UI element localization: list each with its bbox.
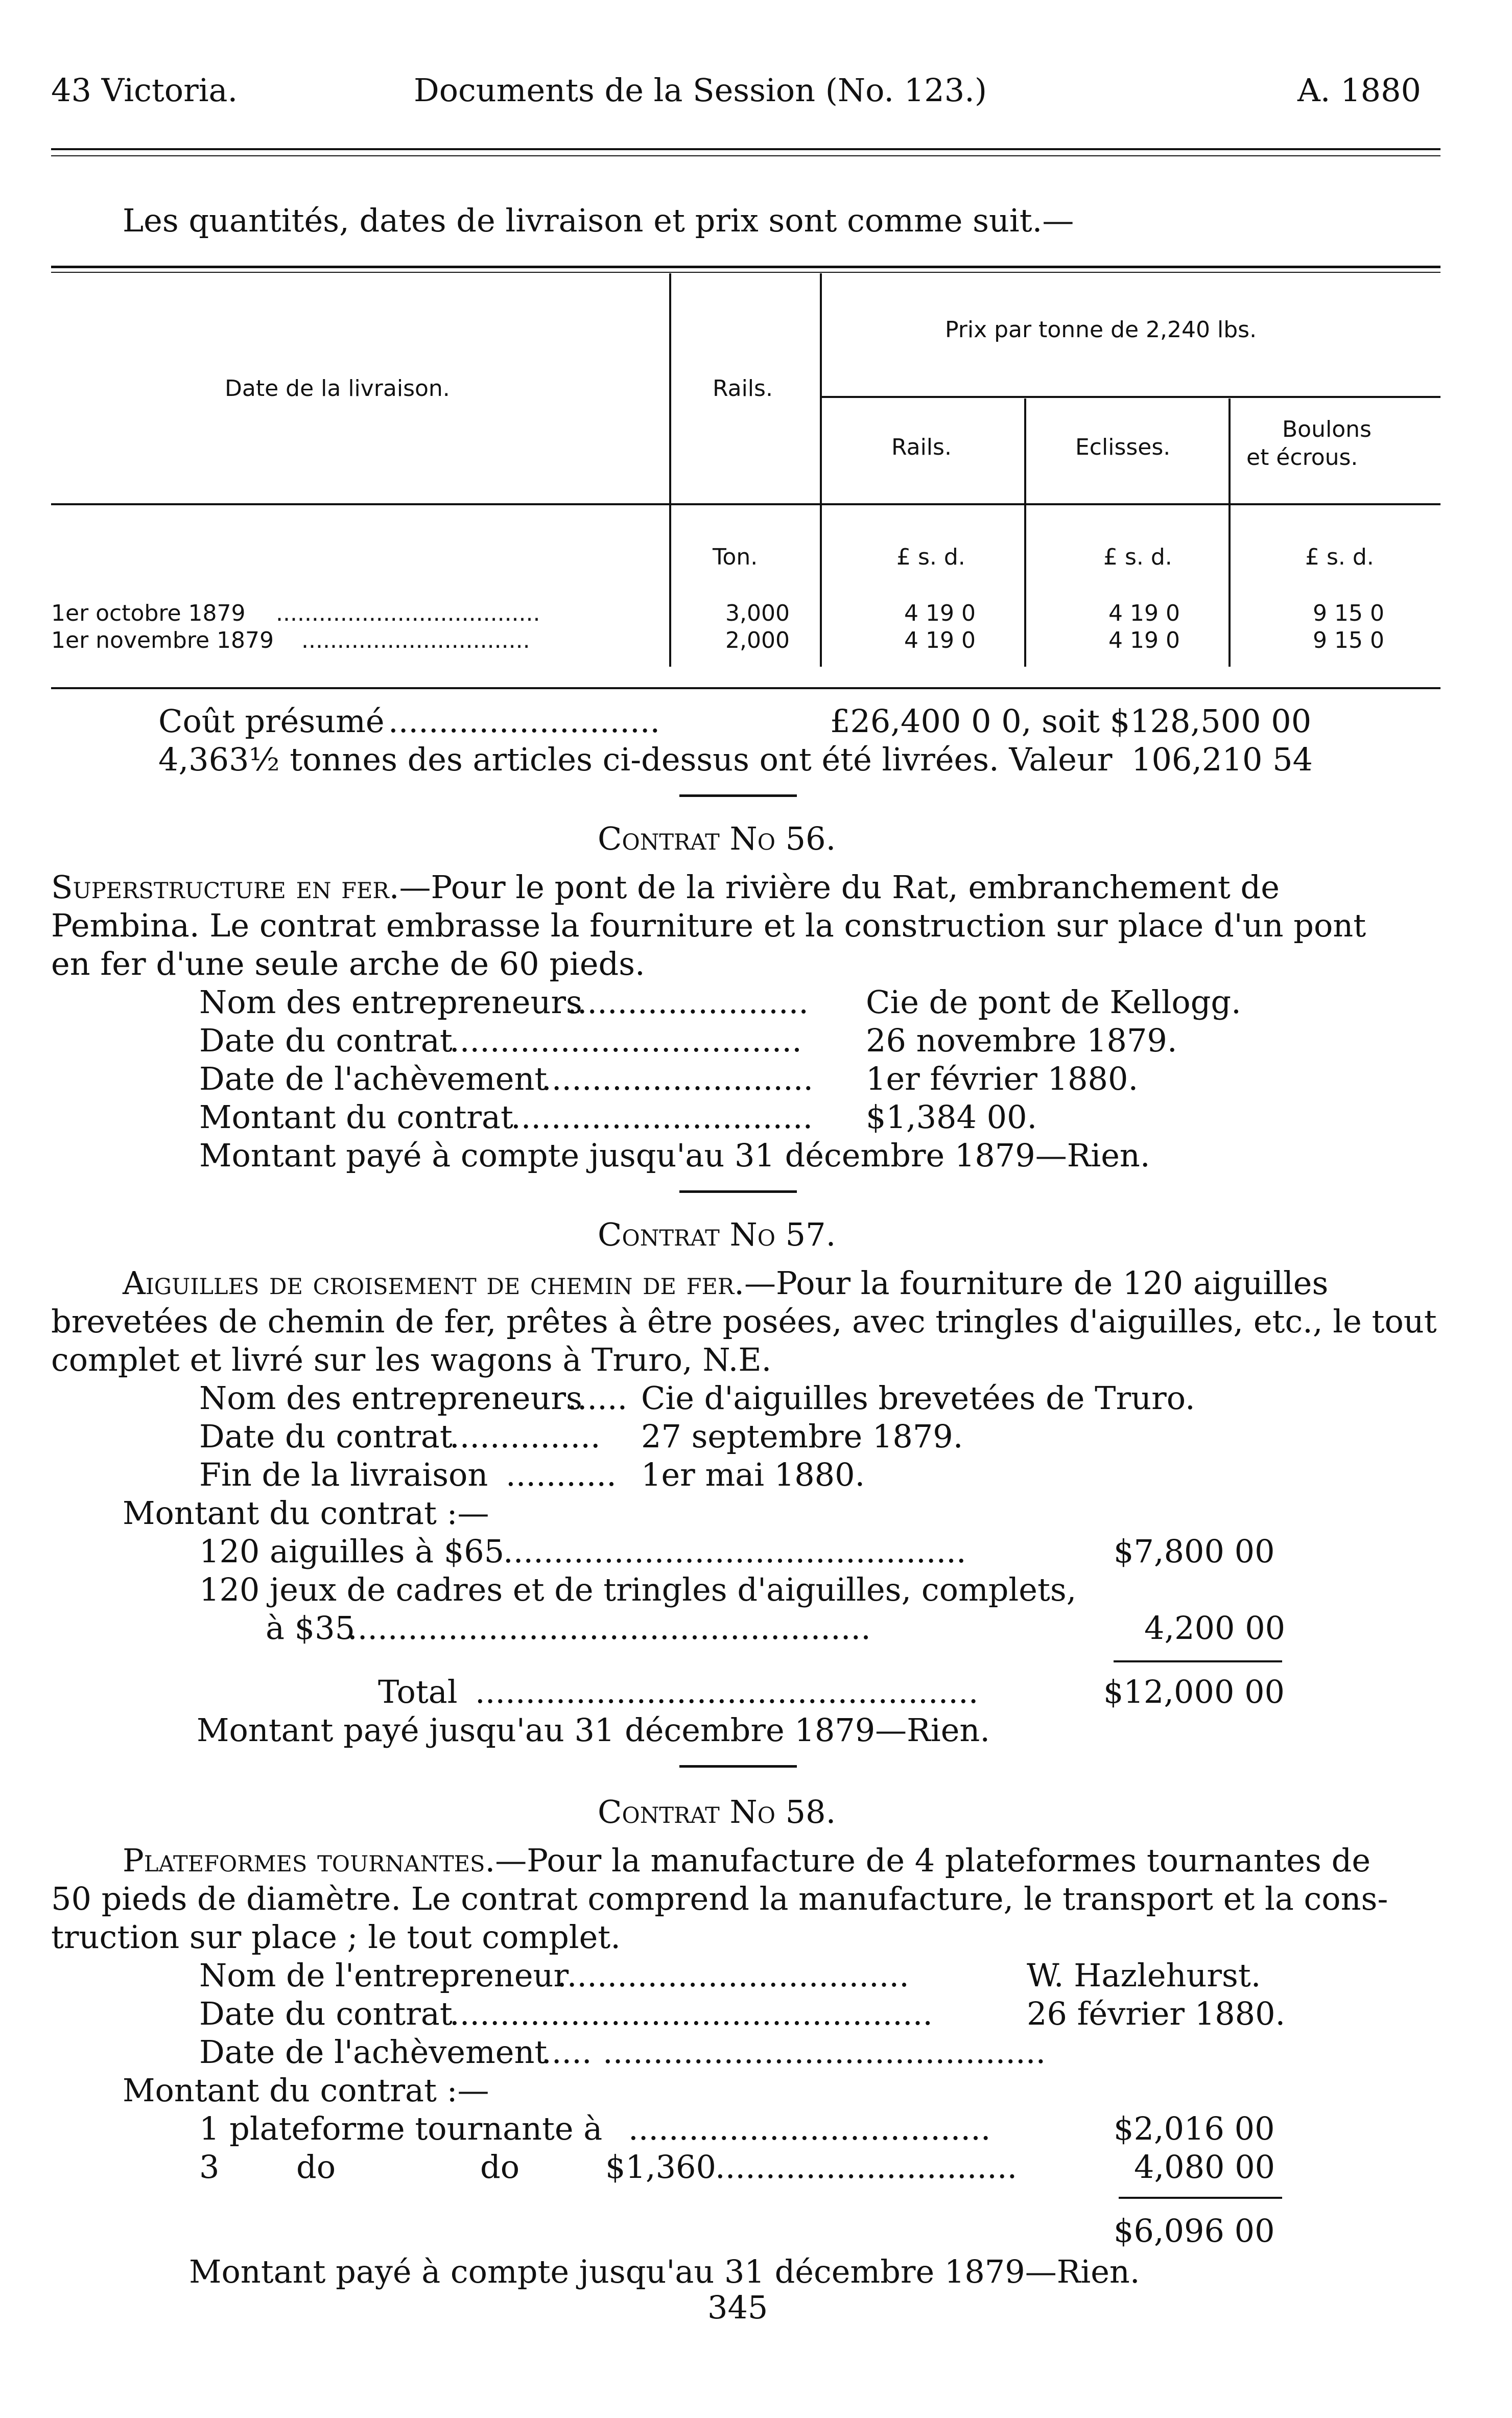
contract-58-item-label: Nom de l'entrepreneur <box>199 1957 569 1994</box>
contract-58-item-leader-2: ............................................ <box>603 2033 1046 2071</box>
contract-56-title: Contrat No 56. <box>598 820 836 857</box>
contract-58-item-leader: ................................... <box>557 1957 909 1994</box>
contract-56-lead: Superstructure en fer. <box>51 868 399 906</box>
contract-58-line-2-price: $1,360 <box>605 2148 716 2186</box>
unit-lsd-eclisses: £ s. d. <box>1103 544 1172 570</box>
contract-56-item-leader: .............................. <box>511 1098 813 1136</box>
contract-58-title: Contrat No 58. <box>598 1793 836 1830</box>
contract-56-item-leader: ........................ <box>567 983 809 1021</box>
sub-boulons-header-1: Boulons <box>1282 416 1372 442</box>
header-right: A. 1880 <box>1297 72 1421 109</box>
contract-57-item-label: Date du contrat <box>199 1418 453 1455</box>
contract-58-total-value: $6,096 00 <box>1114 2212 1275 2249</box>
contract-57-line-2b-leader: .................................................... <box>347 1609 871 1647</box>
row-tons: 3,000 <box>725 600 790 626</box>
contract-57-item-leader: ........... <box>506 1456 617 1493</box>
header-rule-1 <box>51 148 1440 150</box>
contract-56-para-1-text: —Pour le pont de la rivière du Rat, embranchement de <box>399 868 1280 906</box>
header-rule-2 <box>51 155 1440 156</box>
contract-56-item-value: 1er février 1880. <box>866 1060 1139 1097</box>
table-top-rule <box>51 266 1440 268</box>
contract-57-line-1-leader: .............................................. <box>503 1533 966 1570</box>
contract-58-item-leader: ................................................ <box>450 1995 933 2032</box>
contract-56-paye: Montant payé à compte jusqu'au 31 décembre 1879—Rien. <box>199 1137 1150 1174</box>
contract-56-para-3: en fer d'une seule arche de 60 pieds. <box>51 945 645 982</box>
contract-56-item-value: $1,384 00. <box>866 1098 1037 1136</box>
cout-line-1-label: Coût présumé <box>158 702 385 740</box>
col-prix-header: Prix par tonne de 2,240 lbs. <box>945 317 1257 343</box>
contract-57-item-value: Cie d'aiguilles brevetées de Truro. <box>641 1379 1195 1417</box>
contract-58-paye: Montant payé à compte jusqu'au 31 décembre 1879—Rien. <box>189 2253 1140 2290</box>
contract-58-line-1-leader: .................................... <box>628 2110 991 2147</box>
contract-58-line-2-do-2: do <box>480 2148 520 2186</box>
row-rails: 4 19 0 <box>904 627 976 653</box>
contract-58-para-1-text: —Pour la manufacture de 4 plateformes tournantes de <box>495 1842 1371 1879</box>
contract-58-item-label: Date de l'achèvement <box>199 2033 548 2071</box>
contract-58-para-3: truction sur place ; le tout complet. <box>51 1918 621 1956</box>
sub-eclisses-header: Eclisses. <box>1075 434 1171 460</box>
contract-57-line-2b-label: à $35 <box>266 1609 356 1647</box>
contract-58-line-2-leader: .............................. <box>715 2148 1018 2186</box>
table-vline-3 <box>1024 398 1026 667</box>
row-date: 1er octobre 1879 <box>51 600 246 626</box>
header-left: 43 Victoria. <box>51 72 238 109</box>
contract-57-item-label: Nom des entrepreneurs <box>199 1379 582 1417</box>
separator-rule <box>679 1190 797 1193</box>
contract-57-montant-label: Montant du contrat :— <box>123 1494 489 1532</box>
contract-58-line-2-value: 4,080 00 <box>1134 2148 1275 2186</box>
contract-57-item-value: 27 septembre 1879. <box>641 1418 963 1455</box>
row-rails: 4 19 0 <box>904 600 976 626</box>
contract-56-item-label: Nom des entrepreneurs <box>199 983 582 1021</box>
contract-57-lead: Aiguilles de croisement de chemin de fer. <box>123 1264 744 1302</box>
contract-58-item-value: 26 février 1880. <box>1027 1995 1286 2032</box>
contract-58-montant-label: Montant du contrat :— <box>123 2072 489 2109</box>
unit-lsd-rails: £ s. d. <box>896 544 965 570</box>
contract-57-line-2a: 120 jeux de cadres et de tringles d'aiguilles, complets, <box>199 1571 1077 1608</box>
sub-rails-header: Rails. <box>891 434 952 460</box>
unit-ton: Ton. <box>713 544 758 570</box>
cout-line-1-value: £26,400 0 0, soit $128,500 00 <box>830 702 1312 740</box>
contract-57-title: Contrat No 57. <box>598 1216 836 1253</box>
row-boulons: 9 15 0 <box>1313 627 1384 653</box>
contract-57-para-3: complet et livré sur les wagons à Truro, N.E. <box>51 1341 772 1378</box>
contract-57-para-1-text: —Pour la fourniture de 120 aiguilles <box>744 1264 1329 1302</box>
contract-57-item-value: 1er mai 1880. <box>641 1456 865 1493</box>
contract-57-total-value: $12,000 00 <box>1103 1673 1285 1710</box>
contract-58-line-2-qty: 3 <box>199 2148 220 2186</box>
row-date-leader: ..................................... <box>276 600 540 626</box>
contract-56-item-label: Date de l'achèvement <box>199 1060 548 1097</box>
table-prix-rule <box>820 396 1440 398</box>
contract-56-item-label: Montant du contrat <box>199 1098 513 1136</box>
contract-58-sum-rule <box>1119 2197 1282 2199</box>
contract-57-item-label: Fin de la livraison <box>199 1456 488 1493</box>
contract-58-line-1-label: 1 plateforme tournante à <box>199 2110 603 2147</box>
row-tons: 2,000 <box>725 627 790 653</box>
contract-57-item-leader: ...... <box>567 1379 628 1417</box>
contract-58-item-value: W. Hazlehurst. <box>1027 1957 1261 1994</box>
col-rails-header: Rails. <box>713 375 773 402</box>
table-top-rule-2 <box>51 272 1440 273</box>
contract-57-total-leader: .................................................. <box>475 1673 979 1710</box>
contract-56-item-leader: ........................... <box>541 1060 814 1097</box>
contract-57-item-leader: ............... <box>450 1418 601 1455</box>
table-vline-4 <box>1228 398 1231 667</box>
contract-58-item-label: Date du contrat <box>199 1995 453 2032</box>
table-vline-2 <box>820 273 822 667</box>
contract-58-para-1 <box>123 1842 1371 1879</box>
contract-58-line-1-value: $2,016 00 <box>1114 2110 1275 2147</box>
row-eclisses: 4 19 0 <box>1108 627 1180 653</box>
contract-57-line-1-value: $7,800 00 <box>1114 1533 1275 1570</box>
cout-line-1-leader: ........................... <box>388 702 660 740</box>
contract-58-lead: Plateformes tournantes. <box>123 1842 495 1879</box>
contract-57-para-2: brevetées de chemin de fer, prêtes à être posées, avec tringles d'aiguilles, etc., le tout <box>51 1303 1437 1340</box>
contract-57-paye: Montant payé jusqu'au 31 décembre 1879—Rien. <box>197 1711 990 1749</box>
table-bottom-rule <box>51 687 1440 689</box>
page-number: 345 <box>707 2289 768 2326</box>
contract-56-para-2: Pembina. Le contrat embrasse la fourniture et la construction sur place d'un pont <box>51 907 1366 944</box>
contract-56-item-label: Date du contrat <box>199 1022 453 1059</box>
intro-text: Les quantités, dates de livraison et prix sont comme suit.— <box>123 202 1074 239</box>
contract-56-item-value: Cie de pont de Kellogg. <box>866 983 1241 1021</box>
table-header-rule <box>51 503 1440 505</box>
cout-line-2-label: 4,363½ tonnes des articles ci-dessus ont été livrées. Valeur <box>158 741 1113 778</box>
contract-57-line-2-value: 4,200 00 <box>1144 1609 1286 1647</box>
row-boulons: 9 15 0 <box>1313 600 1384 626</box>
contract-56-para-1 <box>51 868 1280 906</box>
row-date-leader: ................................ <box>301 627 530 653</box>
contract-56-item-value: 26 novembre 1879. <box>866 1022 1177 1059</box>
sub-boulons-header-2: et écrous. <box>1246 444 1358 471</box>
cout-line-2-value: 106,210 54 <box>1131 741 1313 778</box>
header-center: Documents de la Session (No. 123.) <box>414 72 987 109</box>
contract-58-line-2-do-1: do <box>296 2148 336 2186</box>
unit-lsd-boulons: £ s. d. <box>1305 544 1374 570</box>
separator-rule <box>679 1765 797 1768</box>
contract-56-item-leader: ................................... <box>450 1022 802 1059</box>
row-date: 1er novembre 1879 <box>51 627 274 653</box>
table-vline-1 <box>669 273 671 667</box>
contract-57-total-label: Total <box>378 1673 458 1710</box>
contract-58-item-leader: ..... <box>541 2033 592 2071</box>
contract-58-para-2: 50 pieds de diamètre. Le contrat comprend la manufacture, le transport et la cons- <box>51 1880 1388 1917</box>
separator-rule <box>679 794 797 797</box>
contract-57-line-1-label: 120 aiguilles à $65 <box>199 1533 505 1570</box>
row-eclisses: 4 19 0 <box>1108 600 1180 626</box>
contract-57-para-1 <box>123 1264 1328 1302</box>
col-date-header: Date de la livraison. <box>225 375 450 402</box>
contract-57-sum-rule <box>1114 1660 1282 1662</box>
